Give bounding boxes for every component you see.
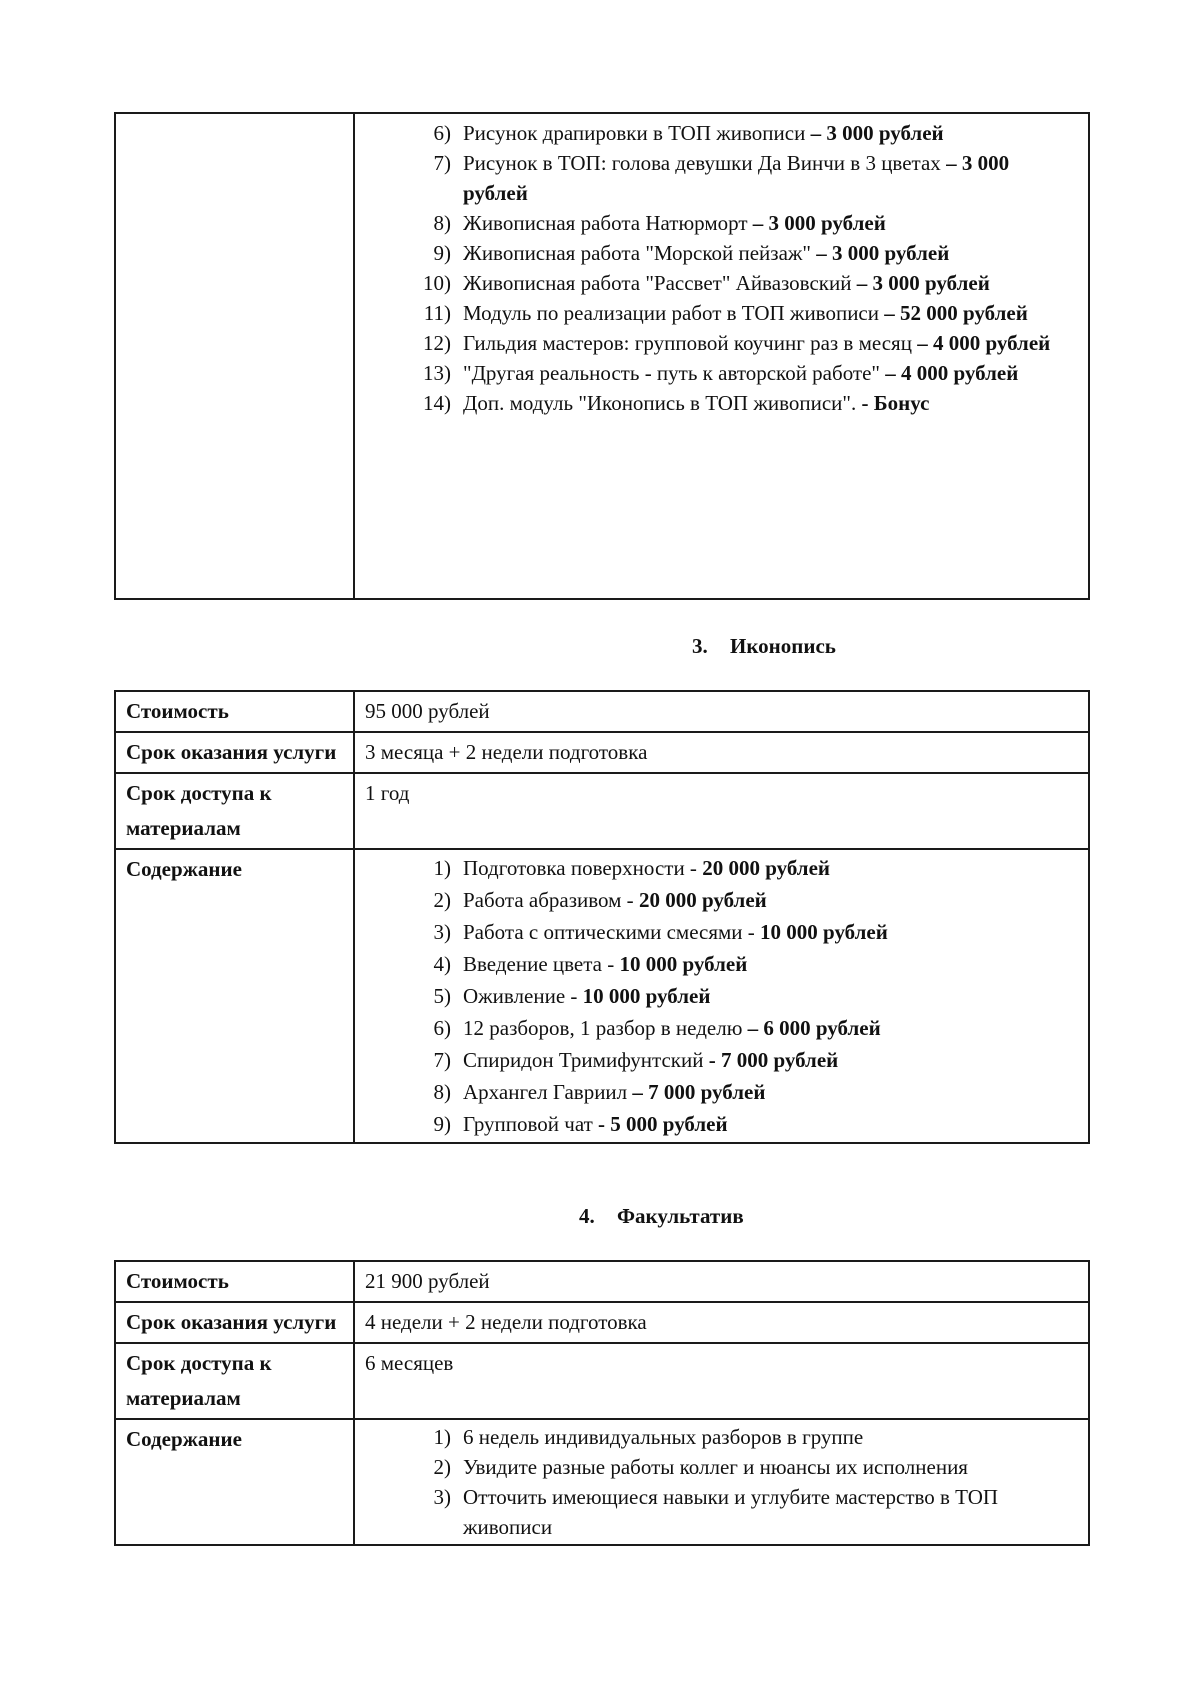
table-row [115,849,1089,1143]
section-3-heading [0,632,1200,662]
list-item-number: 10) [423,271,451,295]
row-label: Содержание [115,849,354,1143]
list-item-text: Групповой чат [463,1112,599,1136]
content-cell [354,113,1089,599]
list-item-text: Архангел Гавриил [463,1080,633,1104]
list-item-number: 11) [423,301,451,325]
list-item [365,1012,1078,1044]
list-item-price: 20 000 рублей [702,856,830,880]
list-item-price: – 6 000 рублей [747,1016,881,1040]
row-value: 4 недели + 2 недели подготовка [354,1302,1089,1343]
section-title: Факультатив [617,1204,744,1228]
row-value: 1 год [354,773,1089,849]
list-item-text: Оживление - [463,984,583,1008]
list-item-text: 12 разборов, 1 разбор в неделю [463,1016,748,1040]
list-item-number: 6) [433,1016,451,1040]
list-item-price: – 3 000 рублей [752,211,886,235]
list-item [365,328,1078,358]
list-item-number: 6) [433,121,451,145]
list-item-text: Спиридон Тримифунтский [463,1048,709,1072]
list-item-text: Введение цвета - [463,952,620,976]
list-item-price: 20 000 рублей [638,888,767,912]
content-list [365,852,1078,1140]
list-item [365,1482,1078,1542]
row-value: 21 900 рублей [354,1261,1089,1302]
list-item [365,148,1078,208]
list-item-text: Живописная работа Натюрморт [463,211,753,235]
table-row [115,691,1089,732]
row-label: Содержание [115,1419,354,1545]
row-label: Срок доступа к материалам [115,773,354,849]
list-item-text: "Другая реальность - путь к авторской работе" [463,361,886,385]
table-row [115,113,1089,599]
section-4-heading [0,1202,1200,1232]
list-item-number: 7) [433,151,451,175]
list-item-text: Увидите разные работы коллег и нюансы их исполнения [463,1455,968,1479]
list-item-number: 13) [423,361,451,385]
list-item-price: – 4 000 рублей [885,361,1019,385]
table-row [115,1343,1089,1419]
list-item [365,1108,1078,1140]
list-item-number: 3) [433,920,451,944]
list-item-number: 5) [433,984,451,1008]
list-item-price: – 7 000 рублей [632,1080,766,1104]
list-item-text: Работа абразивом - [463,888,639,912]
section-title: Иконопись [730,634,836,658]
list-item [365,1422,1078,1452]
list-item-number: 3) [433,1485,451,1509]
table-row [115,1261,1089,1302]
table-ikonopis [114,690,1090,1144]
list-item-price: – 3 000 рублей [810,121,944,145]
list-item-price: – 52 000 рублей [884,301,1028,325]
list-item-number: 8) [433,1080,451,1104]
list-item-number: 8) [433,211,451,235]
list-item-number: 12) [423,331,451,355]
list-item [365,268,1078,298]
list-item-number: 2) [433,888,451,912]
list-item [365,238,1078,268]
list-item-number: 1) [433,1425,451,1449]
list-item-price: 10 000 рублей [582,984,711,1008]
list-item-text: Рисунок в ТОП: голова девушки Да Винчи в 3 цветах [463,151,947,175]
list-item-price: 10 000 рублей [619,952,748,976]
list-item [365,980,1078,1012]
list-item [365,1044,1078,1076]
list-item [365,208,1078,238]
list-item [365,948,1078,980]
list-item-price: - 7 000 рублей [708,1048,839,1072]
list-item-text: 6 недель индивидуальных разборов в группе [463,1425,864,1449]
list-item-price: – 4 000 рублей [917,331,1051,355]
list-item [365,118,1078,148]
row-label: Стоимость [115,691,354,732]
list-item-number: 9) [433,1112,451,1136]
list-item [365,916,1078,948]
section-number: 3. [692,634,708,658]
content-cell [354,1419,1089,1545]
list-item-number: 7) [433,1048,451,1072]
list-item-number: 1) [433,856,451,880]
row-label: Срок оказания услуги [115,732,354,773]
row-value: 95 000 рублей [354,691,1089,732]
row-label: Срок доступа к материалам [115,1343,354,1419]
list-item-price: - Бонус [861,391,930,415]
list-item-price: – 3 000 рублей [463,151,1010,205]
list-item-text: Модуль по реализации работ в ТОП живописи [463,301,885,325]
list-item [365,298,1078,328]
table-row [115,773,1089,849]
table-row [115,1419,1089,1545]
list-item-price: 10 000 рублей [760,920,888,944]
list-item [365,852,1078,884]
section-number: 4. [579,1204,595,1228]
list-item-text: Рисунок драпировки в ТОП живописи [463,121,811,145]
list-item [365,1452,1078,1482]
row-label: Срок оказания услуги [115,1302,354,1343]
table-fakultativ [114,1260,1090,1546]
row-value: 3 месяца + 2 недели подготовка [354,732,1089,773]
table-row [115,732,1089,773]
list-item [365,358,1078,388]
content-list [365,1422,1078,1542]
table-row [115,1302,1089,1343]
empty-label-cell [115,113,354,599]
content-cell [354,849,1089,1143]
content-list [365,118,1078,418]
list-item-text: Отточить имеющиеся навыки и углубите мастерство в ТОП живописи [463,1485,999,1539]
list-item-price: – 3 000 рублей [856,271,990,295]
list-item [365,884,1078,916]
list-item-price: – 3 000 рублей [816,241,950,265]
table-continued [114,112,1090,600]
list-item-number: 9) [433,241,451,265]
list-item-number: 14) [423,391,451,415]
list-item-text: Доп. модуль "Иконопись в ТОП живописи". [463,391,862,415]
list-item-text: Подготовка поверхности - [463,856,703,880]
list-item-price: - 5 000 рублей [598,1112,728,1136]
list-item-text: Живописная работа "Рассвет" Айвазовский [463,271,857,295]
list-item-number: 4) [433,952,451,976]
list-item-text: Работа с оптическими смесями - [463,920,761,944]
list-item-text: Живописная работа "Морской пейзаж" [463,241,817,265]
list-item [365,1076,1078,1108]
row-label: Стоимость [115,1261,354,1302]
row-value: 6 месяцев [354,1343,1089,1419]
list-item-number: 2) [433,1455,451,1479]
list-item-text: Гильдия мастеров: групповой коучинг раз в месяц [463,331,918,355]
list-item [365,388,1078,418]
